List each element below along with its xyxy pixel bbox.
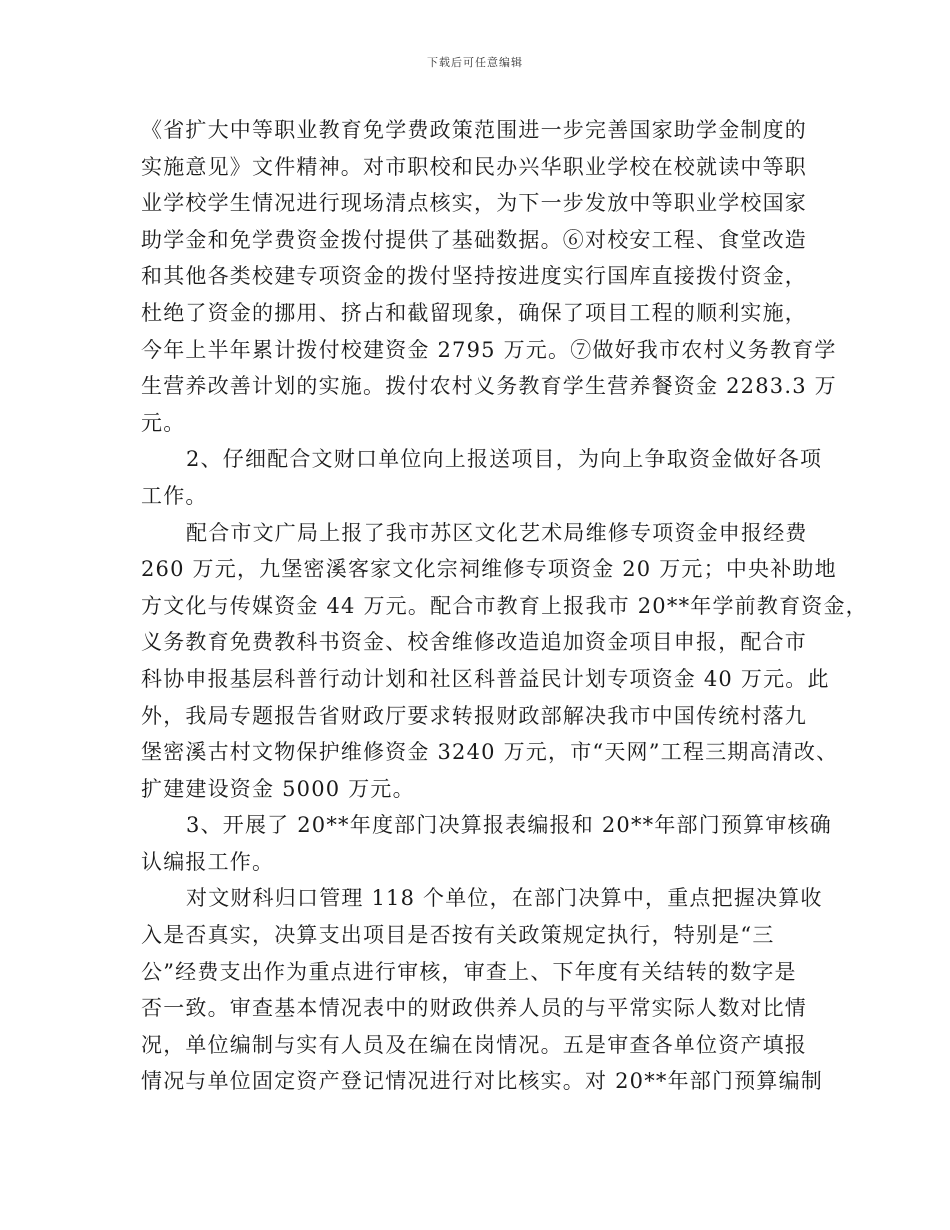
paragraph-start: 对文财科归口管理 118 个单位，在部门决算中，重点把握决算收 <box>186 886 823 911</box>
page-header: 下载后可任意编辑 <box>427 56 523 69</box>
text-line: 助学金和免学费资金拨付提供了基础数据。⑥对校安工程、食堂改造 <box>141 227 807 252</box>
text-line: 生营养改善计划的实施。拨付农村义务教育学生营养餐资金 2283.3 万 <box>141 374 837 399</box>
text-line: 科协申报基层科普行动计划和社区科普益民计划专项资金 40 万元。此 <box>141 666 830 691</box>
text-line: 情况与单位固定资产登记情况进行对比核实。对 20**年部门预算编制 <box>141 1069 823 1094</box>
text-line: 方文化与传媒资金 44 万元。配合市教育上报我市 20**年学前教育资金， <box>141 593 868 618</box>
text-line: 否一致。审查基本情况表中的财政供养人员的与平常实际人数对比情 <box>141 996 807 1021</box>
text-line: 工作。 <box>141 483 208 508</box>
text-line: 堡密溪古村文物保护维修资金 3240 万元，市“天网”工程三期高清改、 <box>141 740 839 765</box>
text-line: 杜绝了资金的挪用、挤占和截留现象，确保了项目工程的顺利实施， <box>141 300 807 325</box>
paragraph-start: 配合市文广局上报了我市苏区文化艺术局维修专项资金申报经费 <box>186 520 808 545</box>
text-line: 实施意见》文件精神。对市职校和民办兴华职业学校在校就读中等职 <box>141 154 807 179</box>
text-line: 扩建建设资金 5000 万元。 <box>141 776 415 801</box>
section-heading-3: 3、开展了 20**年度部门决算报表编报和 20**年部门预算审核确 <box>186 813 832 838</box>
text-line: 260 万元，九堡密溪客家文化宗祠维修专项资金 20 万元；中央补助地 <box>141 557 837 582</box>
text-line: 外，我局专题报告省财政厅要求转报财政部解决我市中国传统村落九 <box>141 703 807 728</box>
section-heading-2: 2、仔细配合文财口单位向上报送项目，为向上争取资金做好各项 <box>186 447 823 472</box>
document-body <box>141 112 868 1100</box>
text-line: 认编报工作。 <box>141 849 275 874</box>
text-line: 《省扩大中等职业教育免学费政策范围进一步完善国家助学金制度的 <box>141 118 807 142</box>
text-line: 和其他各类校建专项资金的拨付坚持按进度实行国库直接拨付资金， <box>141 264 807 289</box>
text-line: 元。 <box>141 410 186 435</box>
text-line: 入是否真实，决算支出项目是否按有关政策规定执行，特别是“三 <box>141 923 775 948</box>
text-line: 况，单位编制与实有人员及在编在岗情况。五是审查各单位资产填报 <box>141 1032 807 1057</box>
text-line: 业学校学生情况进行现场清点核实，为下一步发放中等职业学校国家 <box>141 191 807 216</box>
text-line: 今年上半年累计拨付校建资金 2795 万元。⑦做好我市农村义务教育学 <box>141 337 837 362</box>
text-line: 义务教育免费教科书资金、校舍维修改造追加资金项目申报，配合市 <box>141 630 807 655</box>
text-line: 公”经费支出作为重点进行审核，审查上、下年度有关结转的数字是 <box>141 959 797 984</box>
